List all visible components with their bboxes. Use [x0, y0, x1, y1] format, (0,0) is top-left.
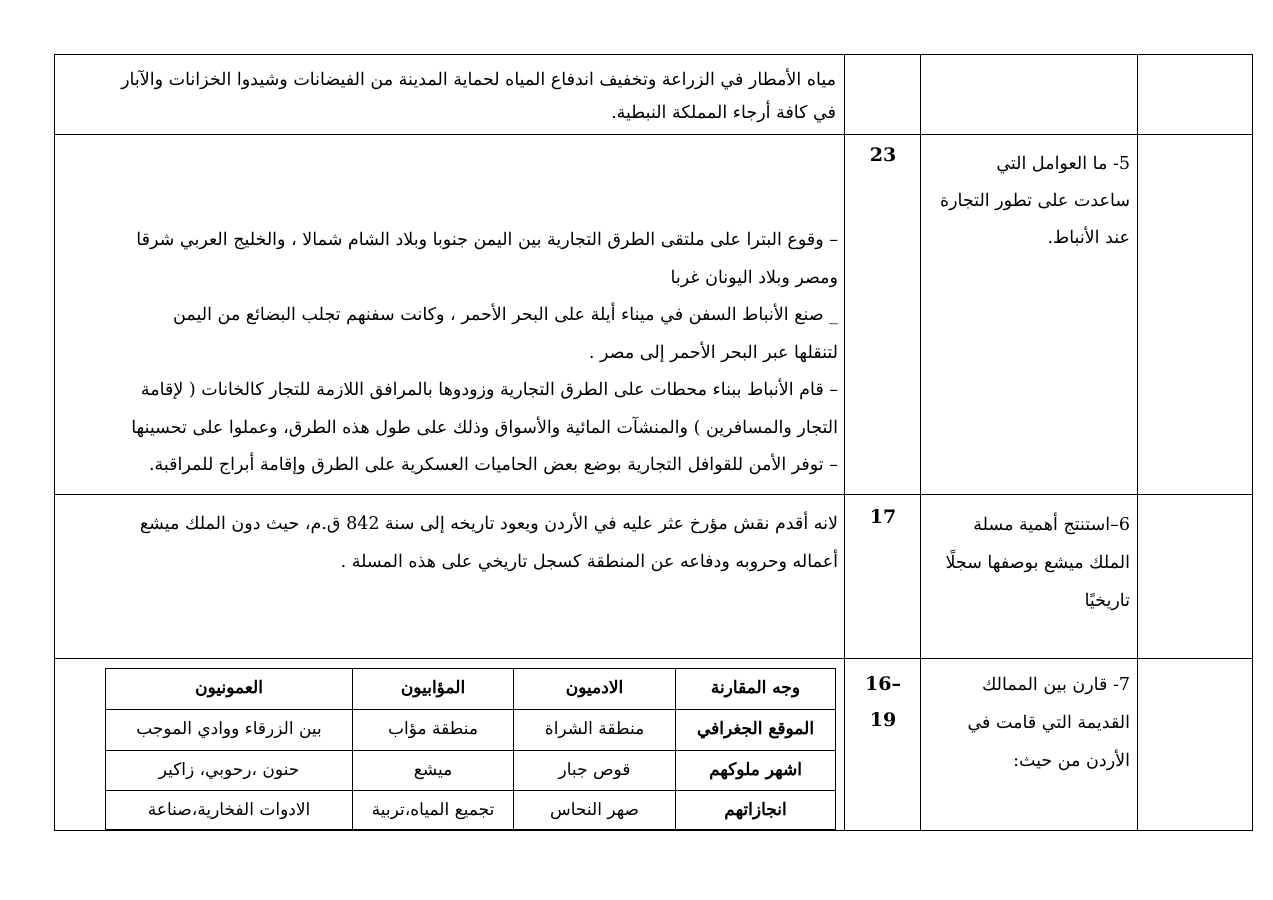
comparison-row-divider	[105, 790, 836, 791]
table-border-top	[54, 54, 1253, 55]
comparison-col-border	[835, 668, 836, 830]
comparison-cell: صهر النحاس	[550, 800, 639, 820]
question-line: 6–استنتج أهمية مسلة	[973, 515, 1130, 535]
answer-line: مياه الأمطار في الزراعة وتخفيف اندفاع المياه لحماية المدينة من الفيضانات وشيدوا الخزانات والآبار	[121, 70, 836, 90]
comparison-header: وجه المقارنة	[710, 678, 801, 698]
question-line: ساعدت على تطور التجارة	[939, 191, 1130, 211]
answer-line: – توفر الأمن للقوافل التجارية بوضع بعض الحاميات العسكرية على الطرق وإقامة أبراج للمراقبة.	[148, 455, 838, 475]
comparison-cell: الادوات الفخارية،صناعة	[147, 800, 311, 820]
comparison-header: العمونيون	[195, 678, 263, 698]
page-number	[845, 666, 921, 738]
answer-line: لتنقلها عبر البحر الأحمر إلى مصر .	[588, 342, 838, 363]
answer-line: لانه أقدم نقش مؤرخ عثر عليه في الأردن ويعود تاريخه إلى سنة 842 ق.م، حيث دون الملك ميشع	[139, 514, 838, 534]
comparison-row-divider	[105, 750, 836, 751]
comparison-cell: حنون ،رحوبي، زاكير	[158, 760, 300, 780]
comparison-row-label: الموقع الجغرافي	[696, 719, 815, 739]
question-line: الأردن من حيث:	[1013, 751, 1130, 771]
question-5	[926, 146, 1130, 257]
question-line: عند الأنباط.	[1047, 228, 1130, 248]
answer-continuation	[62, 64, 836, 130]
answer-line: في كافة أرجاء المملكة النبطية.	[611, 103, 836, 123]
answer-6	[62, 505, 838, 581]
comparison-cell: منطقة الشراة	[544, 719, 645, 739]
comparison-row-divider	[105, 709, 836, 710]
question-line: 7- قارن بين الممالك	[981, 675, 1130, 695]
question-line: القديمة التي قامت في	[967, 713, 1130, 733]
page-number: 17	[869, 506, 897, 528]
comparison-cell: قوص جبار	[558, 760, 631, 780]
answer-5	[62, 222, 838, 485]
comparison-table-border	[105, 668, 836, 669]
question-line: 5- ما العوامل التي	[996, 154, 1130, 174]
answer-line: ومصر وبلاد اليونان غربا	[670, 267, 838, 288]
row-divider	[54, 134, 1253, 135]
question-6	[926, 506, 1130, 620]
answer-line: التجار والمسافرين ) والمنشآت المائية والأسواق وذلك على طول هذه الطرق، وعملوا على تحسينها	[131, 417, 838, 438]
comparison-table-border	[105, 829, 836, 830]
question-line: تاريخيًا	[1084, 591, 1130, 611]
col-border	[1137, 54, 1138, 831]
comparison-row-label: اشهر ملوكهم	[709, 760, 802, 780]
answer-line: _ صنع الأنباط السفن في ميناء أيلة على البحر الأحمر ، وكانت سفنهم تجلب البضائع من اليمن	[173, 305, 838, 325]
question-line: الملك ميشع بوصفها سجلًا	[945, 553, 1130, 573]
comparison-row-label: انجازاتهم	[724, 800, 787, 820]
comparison-cell: تجميع المياه،تربية	[371, 800, 495, 820]
page-range-start: 16–	[865, 673, 901, 695]
comparison-cell: بين الزرقاء ووادي الموجب	[136, 719, 322, 739]
row-divider	[54, 658, 1253, 659]
col-border	[1252, 54, 1253, 831]
answer-line: – قام الأنباط ببناء محطات على الطرق التجارية وزودوها بالمرافق اللازمة للتجار كالخانات ( لإقامة	[140, 380, 838, 400]
comparison-header: المؤابيون	[400, 678, 466, 698]
answer-line: – وقوع البترا على ملتقى الطرق التجارية بين اليمن جنوبا وبلاد الشام شمالا ، والخليج العربي شرقا	[136, 230, 838, 250]
comparison-header: الادميون	[565, 678, 624, 698]
comparison-cell: ميشع	[413, 760, 453, 780]
question-7	[926, 666, 1130, 780]
comparison-cell: منطقة مؤاب	[388, 719, 478, 739]
page-range-end: 19	[869, 709, 897, 731]
col-border	[54, 54, 55, 831]
answer-line: أعماله وحروبه ودفاعه عن المنطقة كسجل تاريخي على هذه المسلة .	[340, 552, 838, 572]
table-border-bottom	[54, 830, 1253, 831]
row-divider	[54, 494, 1253, 495]
page-number: 23	[869, 144, 897, 166]
